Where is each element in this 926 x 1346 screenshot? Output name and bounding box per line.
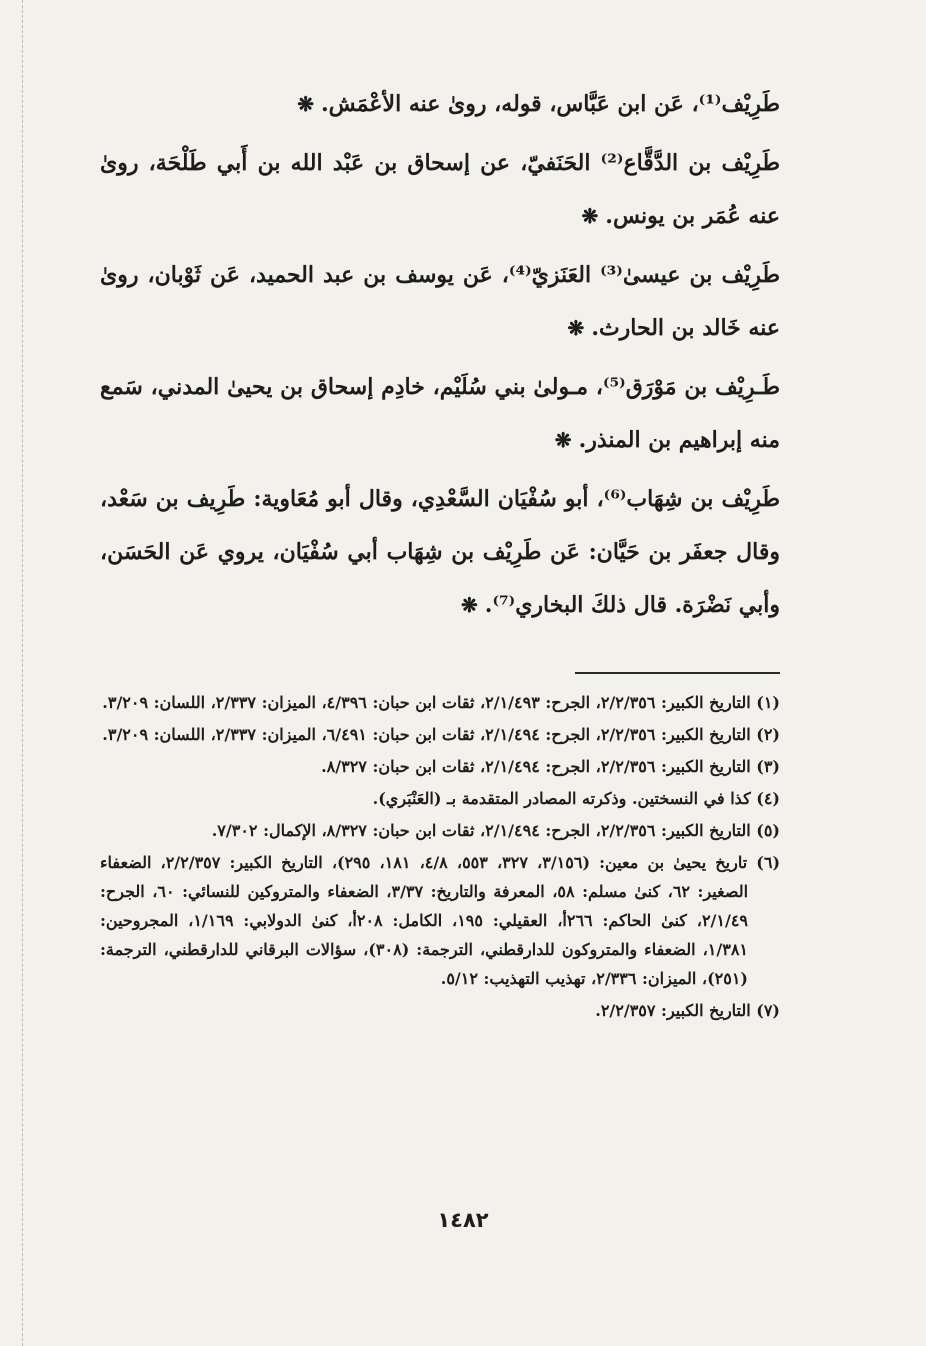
footnote-6: (٦) تاريخ يحيىٰ بن معين: (٣/١٥٦، ٣٢٧، ٥٥٣، ٤/٨، ١٨١، ٢٩٥)، التاريخ الكبير: ٢/٢/٣٥٧، الضعفاء الصغير: ٦٢، كنىٰ مسلم: ٥٨، المعرفة والتاريخ: ٣/٣٧، الضعفاء والمتروكين للنسائي: ٦٠، الجرح: ٢/١/٤٩، كنىٰ الحاكم: ٢٦٦أ، العقيلي: ١٩٥، الكامل: ٢٠٨أ، كنىٰ الدولابي: ١/١٦٩، المجروحين: ١/٣٨١، الضعفاء والمتروكون للدارقطني، الترجمة: (٣٠٨)، سؤالات البرقاني للدارقطني، الترجمة: (٢٥١)، الميزان: ٢/٣٣٦، تهذيب التهذيب: ٥/١٢. (100, 853, 781, 988)
footnote-1: (١) التاريخ الكبير: ٢/٢/٣٥٦، الجرح: ٢/١/٤٩٣، ثقات ابن حبان: ٤/٣٩٦، الميزان: ٢/٣٣٧، اللسان: ٣/٢٠٩. (102, 693, 780, 712)
page-body (100, 78, 780, 1028)
entry-text: طَرِيْف بن عيسىٰ⁽³⁾ العَنَزيّ⁽⁴⁾، عَن يوسف بن عبد الحميد، عَن ثَوْبان، روىٰ عنه خَالد بن الحارث. (100, 262, 780, 341)
footnote-divider (575, 672, 780, 674)
page-margin-line (22, 0, 23, 1346)
entry-5 (100, 473, 780, 632)
footnotes (100, 688, 780, 1025)
end-marker-icon: ❋ (567, 316, 585, 340)
footnote-3: (٣) التاريخ الكبير: ٢/٢/٣٥٦، الجرح: ٢/١/٤٩٤، ثقات ابن حبان: ٨/٣٢٧. (321, 757, 780, 776)
entry-text: طَرِيْف بن الدَّقَّاع⁽²⁾ الحَنَفيّ، عن إسحاق بن عَبْد الله بن أَبي طَلْحَة، روىٰ عنه عُمَر بن يونس. (100, 150, 781, 229)
end-marker-icon: ❋ (581, 204, 599, 228)
page-number: ١٤٨٢ (437, 1208, 489, 1232)
entry-4 (100, 361, 780, 467)
entry-1 (100, 78, 780, 131)
end-marker-icon: ❋ (461, 593, 478, 617)
entry-2 (100, 137, 780, 243)
entry-text: طَرِيْف⁽¹⁾، عَن ابن عَبَّاس، قوله، روىٰ عنه الأعْمَش. (320, 91, 780, 117)
footnote-4: (٤) كذا في النسختين. وذكرته المصادر المتقدمة بـ (العَنْبَري). (372, 789, 780, 808)
entry-text: طَـرِيْف بن مَوْرَق⁽⁵⁾، مـولىٰ بني سُلَيْم، خادِم إسحاق بن يحيىٰ المدني، سَمع منه إبراهيم بن المنذر. (100, 374, 780, 453)
entry-3 (100, 249, 780, 355)
end-marker-icon: ❋ (297, 92, 314, 116)
end-marker-icon: ❋ (554, 428, 572, 452)
footnote-2: (٢) التاريخ الكبير: ٢/٢/٣٥٦، الجرح: ٢/١/٤٩٤، ثقات ابن حبان: ٦/٤٩١، الميزان: ٢/٣٣٧، اللسان: ٣/٢٠٩. (102, 725, 780, 744)
entry-text: طَرِيْف بن شِهَاب⁽⁶⁾، أبو سُفْيَان السَّعْدِي، وقال أبو مُعَاوية: طَرِيف بن سَعْد، وقال جعفَر بن حَيَّان: عَن طَرِيْف بن شِهَاب أبي سُفْيَان، يروي عَن الحَسَن، وأبي نَضْرَة. قال ذلكَ البخاري⁽⁷⁾. (100, 486, 780, 618)
footnote-7: (٧) التاريخ الكبير: ٢/٢/٣٥٧. (595, 1001, 780, 1020)
footnote-5: (٥) التاريخ الكبير: ٢/٢/٣٥٦، الجرح: ٢/١/٤٩٤، ثقات ابن حبان: ٨/٣٢٧، الإكمال: ٧/٣٠٢. (211, 821, 780, 840)
